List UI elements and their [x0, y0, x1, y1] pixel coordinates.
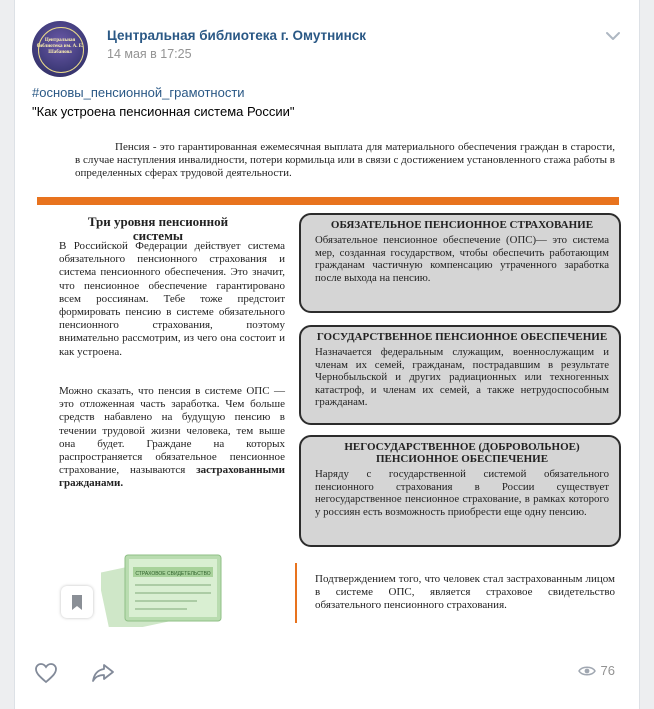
post-card: [14, 0, 640, 709]
heart-icon[interactable]: [34, 662, 58, 684]
poster-intro: Пенсия - это гарантированная ежемесячная выплата для материального обеспечения граждан в старости, в случае наступления инвалидности, потери кормильца или в связи с достижением установленного стажа работы в определенных сферах трудовой деятельности.: [75, 141, 615, 179]
poster-left-title: Три уровня пенсионной системы: [87, 214, 229, 243]
post-quote: "Как устроена пенсионная система России": [32, 104, 295, 119]
certificate-image: [101, 545, 225, 627]
poster-box-state: [299, 325, 621, 425]
poster-connector: [295, 563, 305, 623]
poster-left-text-2: [59, 385, 285, 491]
post-image[interactable]: [33, 127, 623, 642]
certificate-label: СТРАХОВОЕ СВИДЕТЕЛЬСТВО: [135, 571, 211, 577]
post-hashtag[interactable]: #основы_пенсионной_грамотности: [32, 85, 245, 100]
views-count: 76: [600, 663, 615, 678]
bookmark-icon: [61, 586, 93, 618]
box-title: ОБЯЗАТЕЛЬНОЕ ПЕНСИОННОЕ СТРАХОВАНИЕ: [330, 219, 594, 231]
eye-icon: [578, 665, 596, 677]
post-date[interactable]: 14 мая в 17:25: [107, 47, 192, 61]
poster-left-text-2-bold: застрахованными гражданами.: [59, 464, 285, 490]
post-actions: [15, 645, 639, 695]
box-title: НЕГОСУДАРСТВЕННОЕ (ДОБРОВОЛЬНОЕ) ПЕНСИОННОЕ ОБЕСПЕЧЕНИЕ: [344, 441, 580, 465]
box-body: Назначается федеральным служащим, военнослужащим и членам их семей, гражданам, пострадавшим в результате Чернобыльской и других радиационных или техногенных катастроф, и членам их семей, а также нетрудоспособным гражданам.: [315, 346, 609, 408]
poster-box-ops: [299, 213, 621, 313]
box-title: ГОСУДАРСТВЕННОЕ ПЕНСИОННОЕ ОБЕСПЕЧЕНИЕ: [316, 331, 608, 343]
poster-confirm-text: Подтверждением того, что человек стал застрахованным лицом в системе ОПС, является страховое свидетельство обязательного пенсионного страхования.: [315, 573, 615, 611]
poster-left-text-2-body: Можно сказать, что пенсия в системе ОПС — это отложенная часть заработка. Чем больше средств набавлено на будущую пенсию в течении трудовой жизни человека, тем выше она будет. Граждане на которых распространяется обязательное пенсионное страхование, называются: [59, 385, 285, 477]
box-body: Наряду с государственной системой обязательного пенсионного страхования в России существует негосударственное пенсионное страхование, в рамках которого у россиян есть возможность приобрести еще одну пенсию.: [315, 468, 609, 518]
poster-left-text-1: В Российской Федерации действует система обязательного пенсионного страхования и система пенсионного обеспечения. Это значит, что пенсионное обеспечение гарантировано всем россиянам. Тебе тоже предстоит формировать пенсию в системе обязательного пенсионного страхования, поэтому внимательно рассмотрим, из чего она состоит и как устроена.: [59, 240, 285, 358]
views-counter: [578, 663, 615, 678]
poster-divider: [37, 197, 619, 205]
avatar[interactable]: [32, 21, 88, 77]
avatar-logo-text: Центральная библиотека им. А. Е. Шабанова: [36, 38, 84, 55]
share-icon[interactable]: [91, 662, 115, 684]
box-body: Обязательное пенсионное обеспечение (ОПС)— это система мер, созданная государством, чтобы обеспечить работающим гражданам частичную компенсацию утраченного заработка после выхода на пенсию.: [315, 234, 609, 284]
bookmark-button[interactable]: [61, 586, 93, 618]
chevron-down-icon[interactable]: [605, 30, 621, 42]
post-author[interactable]: Центральная библиотека г. Омутнинск: [107, 28, 367, 43]
poster-box-nonstate: [299, 435, 621, 547]
